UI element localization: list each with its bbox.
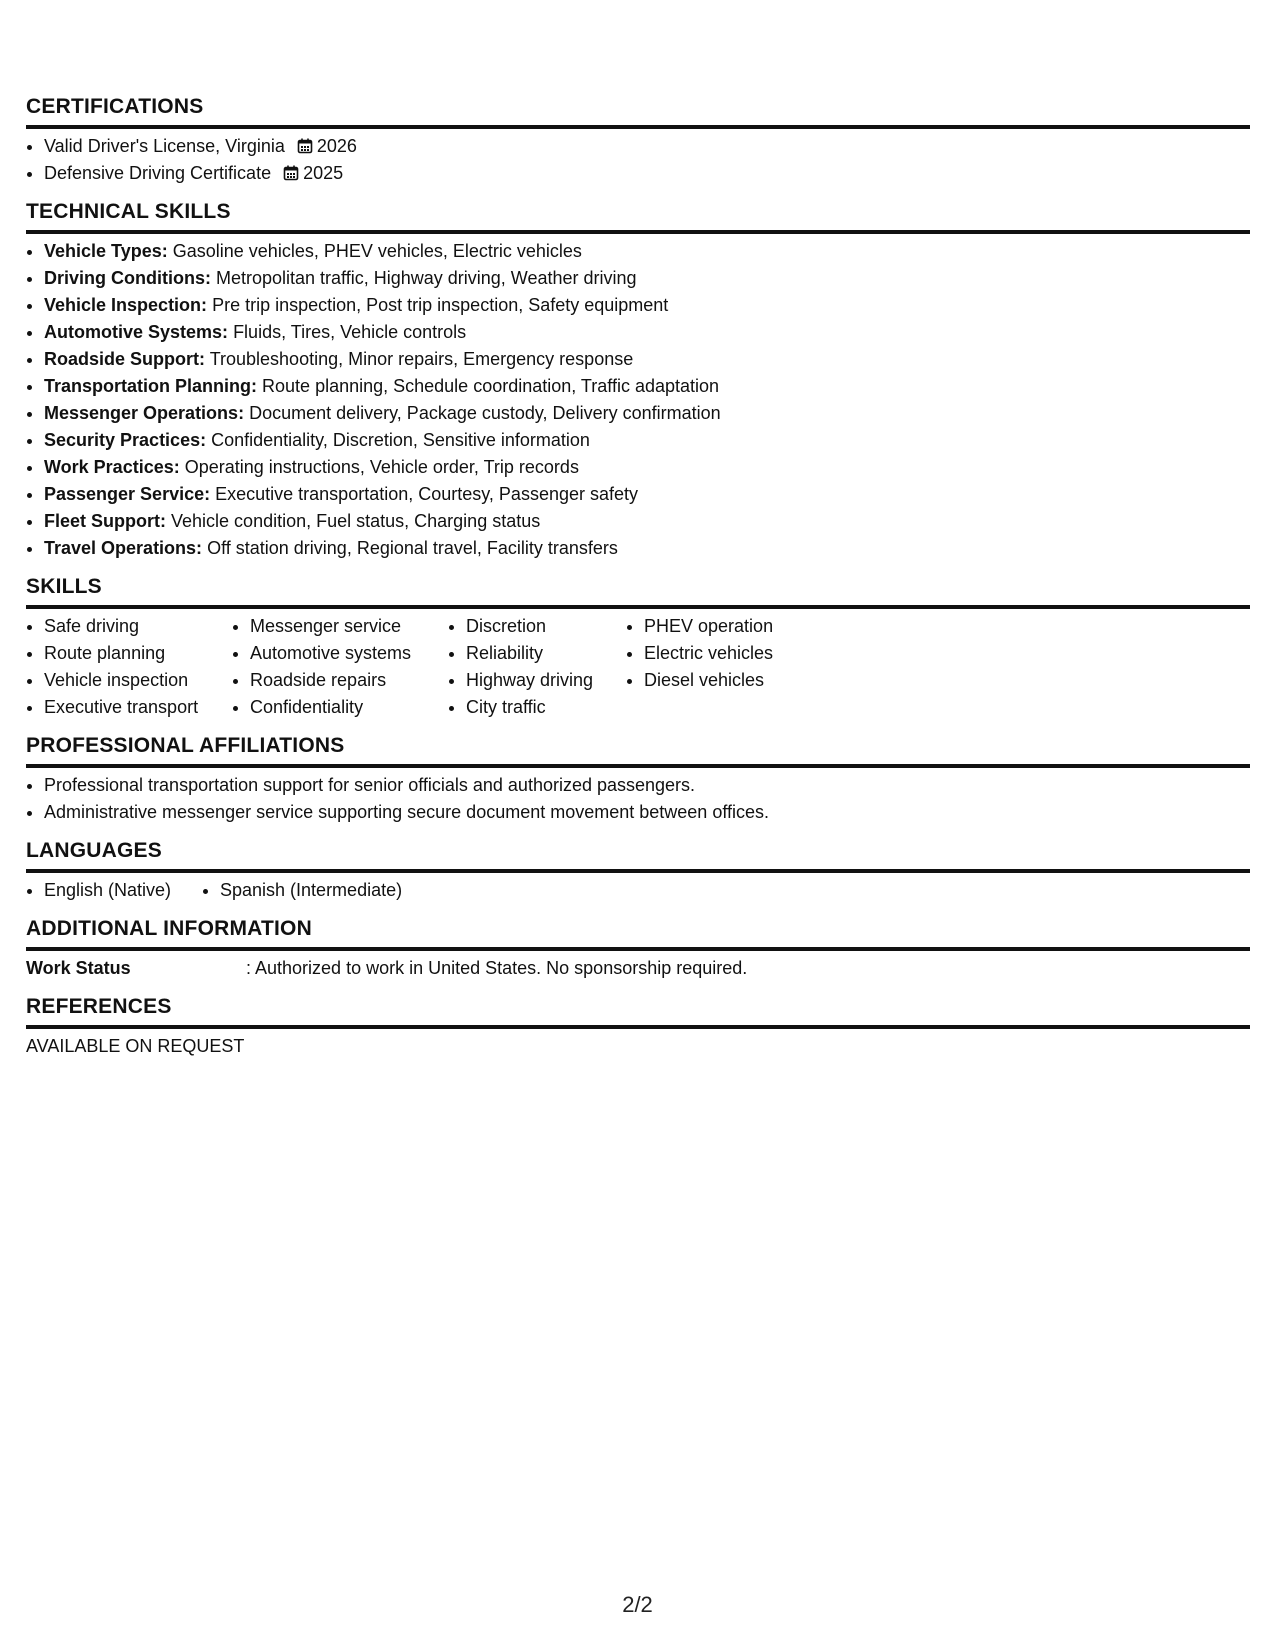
languages-list <box>26 877 1250 904</box>
technical-skill-label: Roadside Support: <box>44 349 205 369</box>
technical-skill-item <box>44 400 1250 427</box>
skills-column <box>26 613 232 721</box>
certifications-heading: CERTIFICATIONS <box>26 95 204 118</box>
technical-skill-item <box>44 508 1250 535</box>
skills-heading: SKILLS <box>26 575 102 598</box>
section-divider <box>26 764 1250 768</box>
skill-item: • PHEV operation <box>644 613 844 640</box>
skill-item: • Confidentiality <box>250 694 448 721</box>
affiliations-list <box>26 772 1250 826</box>
skills-column <box>448 613 626 721</box>
skill-item: • Reliability <box>466 640 626 667</box>
additional-information-heading: ADDITIONAL INFORMATION <box>26 917 312 940</box>
language-item: • Spanish (Intermediate) <box>220 877 402 904</box>
affiliations-heading: PROFESSIONAL AFFILIATIONS <box>26 734 345 757</box>
technical-skill-label: Security Practices: <box>44 430 207 450</box>
skill-item: • Automotive systems <box>250 640 448 667</box>
technical-skill-text: Off station driving, Regional travel, Facility transfers <box>207 538 618 558</box>
technical-skill-text: Executive transportation, Courtesy, Passenger safety <box>215 484 639 504</box>
skills-column <box>232 613 448 721</box>
skill-item: • Diesel vehicles <box>644 667 844 694</box>
section-divider <box>26 869 1250 873</box>
certification-item <box>44 133 1250 160</box>
technical-skills-list <box>26 238 1250 562</box>
technical-skill-item <box>44 427 1250 454</box>
certifications-list <box>26 133 1250 187</box>
technical-skill-label: Driving Conditions: <box>44 268 211 288</box>
technical-skill-text: Vehicle condition, Fuel status, Charging status <box>171 511 541 531</box>
affiliation-item: • Administrative messenger service supporting secure document movement between offices. <box>44 799 1250 826</box>
technical-skill-text: Metropolitan traffic, Highway driving, Weather driving <box>216 268 637 288</box>
technical-skill-text: Operating instructions, Vehicle order, Trip records <box>184 457 579 477</box>
skill-item: • City traffic <box>466 694 626 721</box>
section-divider <box>26 1025 1250 1029</box>
skills-columns <box>26 613 1250 721</box>
calendar-icon <box>297 138 313 154</box>
language-item: • English (Native) <box>44 877 202 904</box>
skills-section <box>26 574 1250 721</box>
languages-section <box>26 838 1250 904</box>
technical-skill-item <box>44 373 1250 400</box>
work-status-value: : Authorized to work in United States. No sponsorship required. <box>246 958 748 978</box>
technical-skill-text: Gasoline vehicles, PHEV vehicles, Electric vehicles <box>172 241 582 261</box>
skill-item: • Highway driving <box>466 667 626 694</box>
skill-item: • Discretion <box>466 613 626 640</box>
technical-skill-item <box>44 346 1250 373</box>
technical-skill-label: Messenger Operations: <box>44 403 245 423</box>
section-divider <box>26 947 1250 951</box>
language-column <box>26 877 202 904</box>
section-divider <box>26 605 1250 609</box>
affiliations-section <box>26 733 1250 826</box>
language-column <box>202 877 402 904</box>
section-divider <box>26 125 1250 129</box>
affiliation-item: • Professional transportation support for senior officials and authorized passengers. <box>44 772 1250 799</box>
technical-skill-label: Passenger Service: <box>44 484 211 504</box>
technical-skill-label: Travel Operations: <box>44 538 203 558</box>
technical-skill-text: Document delivery, Package custody, Delivery confirmation <box>249 403 721 423</box>
technical-skill-item <box>44 238 1250 265</box>
technical-skill-item <box>44 481 1250 508</box>
technical-skill-text: Confidentiality, Discretion, Sensitive information <box>211 430 590 450</box>
certification-name: Valid Driver's License, Virginia <box>44 136 285 156</box>
technical-skill-item <box>44 319 1250 346</box>
technical-skill-text: Fluids, Tires, Vehicle controls <box>233 322 467 342</box>
work-status-row <box>26 955 1250 982</box>
skill-item: • Route planning <box>44 640 232 667</box>
technical-skill-text: Troubleshooting, Minor repairs, Emergency response <box>209 349 634 369</box>
technical-skill-label: Transportation Planning: <box>44 376 258 396</box>
technical-skill-item <box>44 265 1250 292</box>
additional-information-section <box>26 916 1250 982</box>
technical-skill-label: Fleet Support: <box>44 511 166 531</box>
technical-skill-item <box>44 454 1250 481</box>
skill-item: • Safe driving <box>44 613 232 640</box>
skills-column <box>626 613 844 721</box>
certification-item <box>44 160 1250 187</box>
references-heading: REFERENCES <box>26 995 172 1018</box>
skill-item: • Electric vehicles <box>644 640 844 667</box>
skill-item: • Roadside repairs <box>250 667 448 694</box>
work-status-label: Work Status <box>26 958 131 978</box>
certifications-section <box>26 94 1250 187</box>
resume-page <box>26 94 1250 1072</box>
technical-skills-section <box>26 199 1250 562</box>
technical-skill-text: Pre trip inspection, Post trip inspection, Safety equipment <box>212 295 669 315</box>
technical-skill-label: Vehicle Inspection: <box>44 295 208 315</box>
technical-skill-label: Work Practices: <box>44 457 180 477</box>
technical-skill-item <box>44 535 1250 562</box>
references-text: AVAILABLE ON REQUEST <box>26 1036 245 1056</box>
skill-item: • Vehicle inspection <box>44 667 232 694</box>
certification-year: 2025 <box>303 163 344 183</box>
technical-skill-label: Automotive Systems: <box>44 322 229 342</box>
calendar-icon <box>283 165 299 181</box>
certification-year: 2026 <box>316 136 357 156</box>
references-section <box>26 994 1250 1060</box>
skill-item: • Messenger service <box>250 613 448 640</box>
technical-skill-text: Route planning, Schedule coordination, Traffic adaptation <box>262 376 720 396</box>
section-divider <box>26 230 1250 234</box>
technical-skills-heading: TECHNICAL SKILLS <box>26 200 231 223</box>
technical-skill-label: Vehicle Types: <box>44 241 168 261</box>
skill-item: • Executive transport <box>44 694 232 721</box>
technical-skill-item <box>44 292 1250 319</box>
page-number: 2/2 <box>622 1592 653 1617</box>
certification-name: Defensive Driving Certificate <box>44 163 272 183</box>
languages-heading: LANGUAGES <box>26 839 162 862</box>
